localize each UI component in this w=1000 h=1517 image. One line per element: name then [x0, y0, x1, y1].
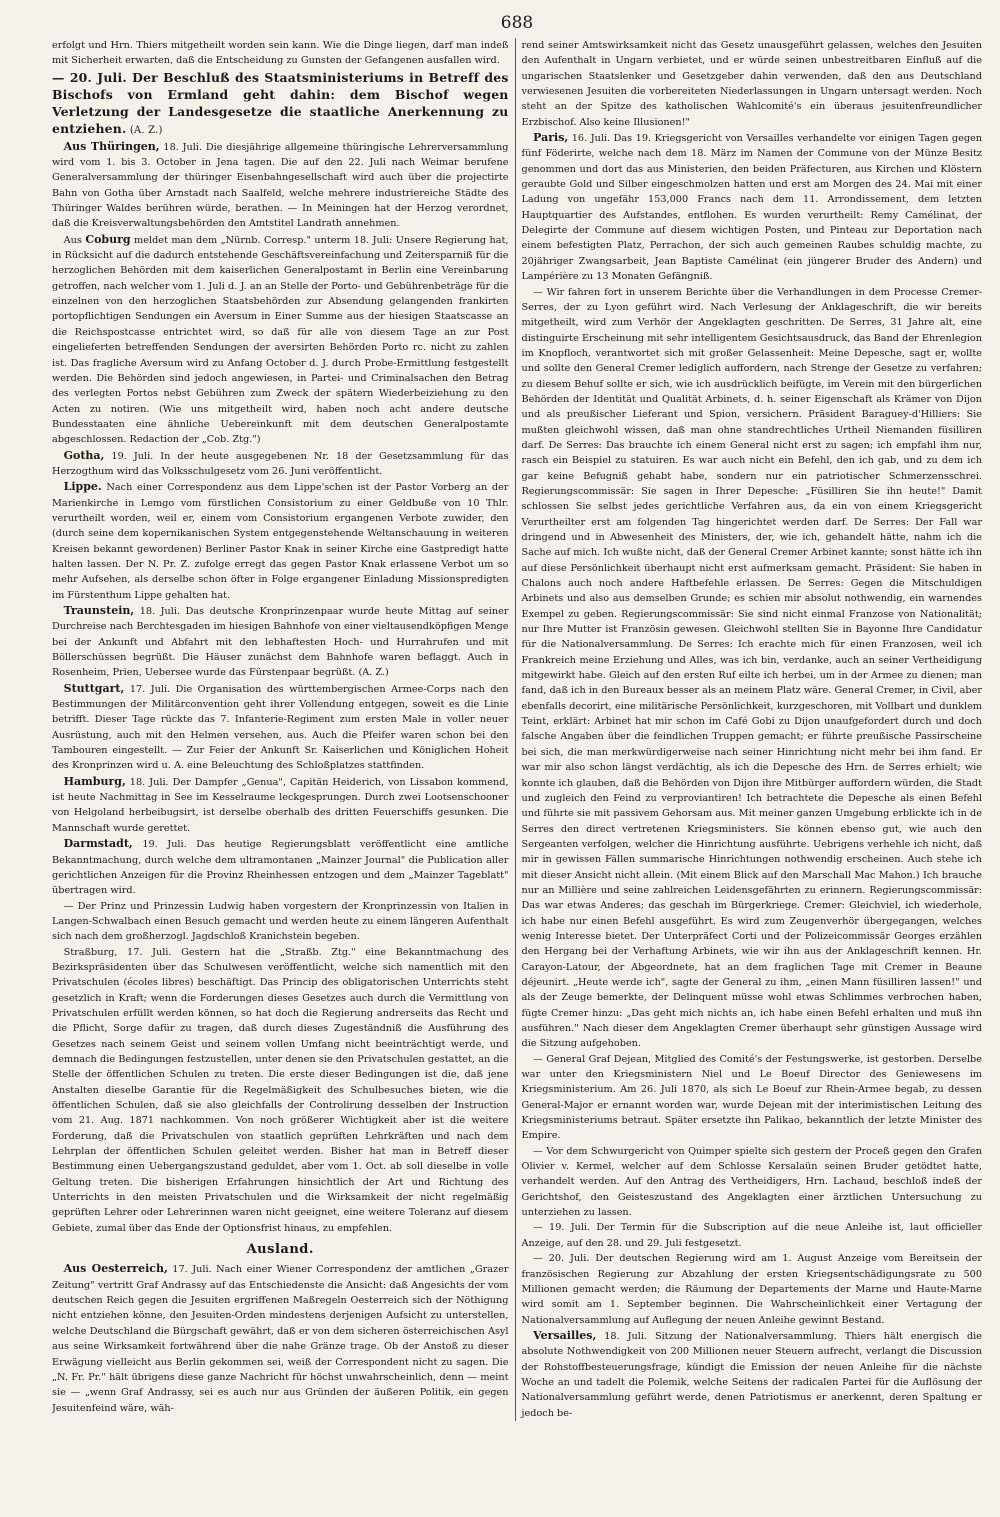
article-text: 18. Juli. Sitzung der Nationalversammlung. Thiers hält energisch die absolute Nothwendigkeit von 200 Millionen neuer Steuern aufrecht, verlangt die Discussion der Rohstoffbesteuerungsfrage, kündigt die Emission der neuen Anleihe für die nächste Woche an und tadelt die Polemik, welche Seitens der radicalen Partei für die Auflösung der Nationalversammlung geführt werde, denen Patriotismus er anerkennt, deren Spaltung er jedoch be- [521, 1330, 982, 1419]
heading-text: — 20. Juli. Der Beschluß des Staatsministeriums in Betreff des Bischofs von Ermland geht dahin: dem Bischof wegen Verletzung der Landesgesetze die staatliche Anerkennung zu entziehen. [52, 69, 509, 136]
article-text: 18. Juli. Das deutsche Kronprinzenpaar wurde heute Mittag auf seiner Durchreise nach Berchtesgaden im hiesigen Bahnhofe von einer vieltausendköpfigen Menge bei der Ankunft und Abfahrt mit den lebhaftesten Hoch- und Hurrahrufen und mit Böllerschüssen begrüßt. Die Häuser zunächst dem Bahnhofe waren beflaggt. Auch in Rosenheim, Prien, Uebersee wurde das Fürstenpaar begrüßt. (A. Z.) [52, 606, 509, 679]
article-text: 18. Juli. Der Dampfer „Genua", Capitän Heiderich, von Lissabon kommend, ist heute Nachmittag in See im Kesselraume leckgesprungen. Durch zwei Lootsenschooner von Helgoland herbeibugsirt, ist derselbe oberhalb des dritten Feuerschiffs gesunken. Die Mannschaft wurde gerettet. [52, 776, 509, 834]
article-paragraph [52, 448, 509, 480]
article-paragraph [52, 603, 509, 681]
article-text-prefix: Aus [63, 234, 86, 246]
place-name: Darmstadt, [63, 837, 133, 851]
article-paragraph [52, 479, 509, 603]
article-paragraph [522, 1328, 983, 1421]
place-name: Coburg [85, 232, 131, 246]
article-text: 17. Juli. Nach einer Wiener Correspondenz der amtlichen „Grazer Zeitung" vertritt Graf Andrassy auf das Entschiedenste die Ansicht: daß Angesichts der vom deutschen Reich gegen die Jesuiten ergriffenen Maßregeln Oesterreich sich der Nöthigung nicht entziehen könne, den Jesuiten-Orden mindestens derjenigen Aufsicht zu unterstellen, welche Deutschland die Bürgschaft gewährt, daß er von dem sicheren österreichischen Asyl aus seine Wirksamkeit fortwährend über die nahe Gränze trage. Ob der Anstoß zu dieser Erwägung vielleicht aus Berlin gekommen sei, weiß der Correspondent nicht zu sagen. Die „N. Fr. Pr." hält übrigens diese ganze Nachricht für höchst unwahrscheinlich, denn — meint sie — „wenn Graf Andrassy, sei es auch nur aus Gründen der äußeren Politik, ein gegen Jesuitenfeind wäre, wäh- [52, 1264, 509, 1414]
article-paragraph [52, 232, 509, 448]
article-paragraph: — 20. Juli. Der deutschen Regierung wird am 1. August Anzeige vom Bereitsein der französischen Regierung zur Abzahlung der ersten Kriegsentschädigungsrate zu 500 Millionen gemacht werden; die Räumung der Departements der Marne und Haute-Marne wird somit am 1. September beginnen. Die Wahrscheinlichkeit einer Vertagung der Nationalversammlung auf Auflegung der neuen Anleihe gewinnt Bestand. [521, 1253, 982, 1326]
article-paragraph: — Vor dem Schwurgericht von Quimper spielte sich gestern der Proceß gegen den Grafen Olivier v. Kermel, welcher auf dem Schlosse Kersalaün seinen Bruder getödtet hatte, verhandelt werden. Auf den Antrag des Vertheidigers, Hrn. Lachaud, beschloß indeß der Gerichtshof, den Geisteszustand des Angeklagten einer ärztlichen Untersuchung zu unterziehen zu lassen. [521, 1145, 982, 1219]
section-title-ausland: Ausland. [246, 1242, 314, 1258]
article-paragraph [52, 681, 509, 774]
article-paragraph: Straßburg, 17. Juli. Gestern hat die „Straßb. Ztg." eine Bekanntmachung des Bezirkspräsidenten über das Schulwesen veröffentlicht, welche sich namentlich mit den Privatschulen (écoles libres) beschäftigt. Das Princip des obligatorischen Unterrichts steht gesetzlich in Kraft; wenn die Forderungen dieses Gesetzes auch durch die Vermittlung von Privatschulen erfüllt werden können, so hat doch die Regierung andrerseits das Recht und die Pflicht, Sorge dafür zu tragen, daß durch dieses Zugeständniß die Ausführung des Gesetzes nach seinem Geist und seinem vollen Umfang nicht beeinträchtigt werde, und demnach die Bedingungen festzustellen, unter denen sie den Privatschulen gestattet, an die Stelle der öffentlichen Schulen zu treten. Die erste dieser Bedingungen ist die, daß jene Anstalten dieselbe Garantie für die Regelmäßigkeit des Schulbesuches bieten, wie die öffentlichen Schulen, daß sie also gleichfalls der Controlirung desselben der Instruction vom 21. Aug. 1871 nachkommen. Von noch größerer Wichtigkeit aber ist die weitere Forderung, daß die Privatschulen von staatlich geprüften Lehrkräften und nach dem Lehrplan der öffentlichen Schulen geleitet werden. Bisher hat man in Betreff dieser Bestimmung einen Uebergangszustand geduldet, aber vom 1. Oct. ab soll dieselbe in volle Geltung treten. Die bisherigen Erfahrungen hinsichtlich der Art und Richtung des Unterrichts in den meisten Privatschulen und die Wirksamkeit der nicht regelmäßig geprüften Lehrer oder Lehrerinnen waren nicht geeignet, eine weitere Toleranz auf diesem Gebiete, zumal über das Ende der Optionsfrist hinaus, zu empfehlen. [52, 946, 509, 1234]
text-columns [52, 38, 982, 1421]
article-text: Nach einer Correspondenz aus dem Lippe'schen ist der Pastor Vorberg an der Marienkirche in Lemgo vom fürstlichen Consistorium zu einer Geldbuße von 10 Thlr. verurtheilt worden, weil er, einem vom Consistorium ergangenen Verbote zuwider, den (durch seine dem kopernikanischen System entgegenstehende Weltanschauung in weiteren Kreisen bekannt gewordenen) Berliner Pastor Knak in seiner Kirche eine Gastpredigt hatte halten lassen. Der N. Pr. Z. zufolge erregt das gegen Pastor Knak erlassene Verbot um so mehr Aufsehen, als derselbe schon öfter in Folge ergangener Einladung Missionspredigten im Fürstenthum Lippe gehalten hat. [52, 482, 509, 601]
article-paragraph [52, 836, 509, 898]
page-number: 688 [500, 13, 534, 33]
article-text: 17. Juli. Die Organisation des württembergischen Armee-Corps nach den Bestimmungen der Militärconvention geht ihrer Vollendung entgegen, soweit es die Linie betrifft. Dieser Tage rückte das 7. Infanterie-Regiment zum ersten Male in voller neuer Ausrüstung, auch mit den Helmen versehen, aus. Auch die Pfeifer waren schon bei den Tambouren eingestellt. — Zur Feier der Ankunft Sr. Kaiserlichen und Königlichen Hoheit des Kronprinzen wird u. A. eine Beleuchtung des Schloßplatzes stattfinden. [52, 683, 509, 772]
article-text: 19. Juli. In der heute ausgegebenen Nr. 18 der Gesetzsammlung für das Herzogthum wird das Volksschulgesetz vom 26. Juni veröffentlicht. [52, 450, 509, 477]
left-column [52, 38, 516, 1421]
place-name: Aus Oesterreich, [63, 1262, 168, 1276]
article-text: 18. Juli. Die diesjährige allgemeine thüringische Lehrerversammlung wird vom 1. bis 3. October in Jena tagen. Die auf den 22. Juli nach Weimar berufene Generalversammlung der thüringer Eisenbahngesellschaft wird auch über die projectirte Bahn von Gotha über Arnstadt nach Saalfeld, welche mehrere industriereiche Städte des Thüringer Waldes berühren würde, berathen. — In Meiningen hat der Herzog verordnet, daß die Kreisverwaltungsbehörden den Amtstitel Landrath annehmen. [52, 141, 509, 230]
article-paragraph: rend seiner Amtswirksamkeit nicht das Gesetz unausgeführt gelassen, welches den Jesuiten den Aufenthalt in Ungarn verbietet, und er würde seinen unbestreitbaren Einfluß auf die ungarischen Staatslenker und Gesetzgeber dahin verwenden, daß den aus Deutschland verwiesenen Jesuiten die vorbereiteten Niederlassungen in Ungarn untersagt werden. Noch steht an der Spitze des katholischen Wahlcomité's ein überaus jesuitenfreundlicher Erzbischof. Also keine Illusionen!" [521, 40, 982, 128]
place-name: Stuttgart, [63, 681, 125, 695]
article-paragraph: — Wir fahren fort in unserem Berichte über die Verhandlungen in dem Processe Cremer-Serres, der zu Lyon geführt wird. Nach Verlesung der Anklageschrift, die wir bereits mitgetheilt, wird zum Verhör der Angeklagten geschritten. De Serres, 31 Jahre alt, eine distinguirte Erscheinung mit sehr intelligentem Gesichtsausdruck, das Band der Ehrenlegion im Knopfloch, verantwortet sich mit großer Gelassenheit: Meine Depesche, sagt er, wollte und sollte den General Cremer lediglich auffordern, nach Strenge der Gesetze zu verfahren; zu diesem Behuf sollte er sich, wie ich ausdrücklich beifügte, im Verein mit den bürgerlichen Behörden der Identität und Qualität Arbinets, d. h. seiner Eigenschaft als Krämer von Dijon und als preußischer Lieferant und Spion, versichern. Präsident Baraguey-d'Hilliers: Sie mußten gleichwohl wissen, daß man ohne standrechtliches Urtheil Niemanden füsilliren darf. De Serres: Das brauchte ich einem General nicht erst zu sagen; ich empfahl ihm nur, rasch ein Beispiel zu statuiren. Es war auch nicht ein Befehl, den ich gab, und zu dem ich gar keine Befugniß gehabt habe, sondern nur ein patriotischer Schmerzensschrei. Regierungscommissär: Sie sagen in Ihrer Depesche: „Füsilliren Sie ihn heute!" Damit schlossen Sie selbst jedes gerichtliche Verfahren aus, da ein von einem Kriegsgericht Verurtheilter erst am folgenden Tag hingerichtet werden darf. De Serres: Der Fall war dringend und in Abwesenheit des Ministers, der, wie ich, gehandelt hätte, nahm ich die Sache auf mich. Ich wußte nicht, daß der General Cremer Arbinet kannte; sonst hätte ich ihn auf diese Persönlichkeit überhaupt nicht erst aufmerksam gemacht. Präsident: Sie haben in Chalons auch noch andere Haftbefehle erlassen. De Serres: Gegen die Mitschuldigen Arbinets und also aus demselben Grunde; es schien mir absolut nothwendig, ein warnendes Exempel zu geben. Regierungscommissär: Sie sind nicht einmal Franzose von Nationalität; nur Ihre Mutter ist Französin gewesen. Gleichwohl stellten Sie in Bayonne Ihre Candidatur für die Nationalversammlung. De Serres: Ich erachte mich für einen Franzosen, weil ich Frankreich meine Erziehung und Alles, was ich bin, verdanke, auch an seiner Vertheidigung mitgewirkt habe. Gleich auf den ersten Ruf eilte ich herbei, um in der Armee zu dienen; man fand, daß ich in den Bureaux besser als an meinem Platz wäre. General Cremer, in Civil, aber ebenfalls decorirt, eine militärische Persönlichkeit, kurzgeschoren, mit Vollbart und dunklem Teint, erklärt: Arbinet hat mir schon im Café Gobi zu Dijon unaufgefordert durch und doch falsche Angaben über die feindlichen Truppen gemacht; er führte preußische Passirscheine bei sich, die man merkwürdigerweise nach seiner Hinrichtung nicht mehr bei ihm fand. Er war mir also schon längst verdächtig, als ich die Depesche des Hrn. de Serres erhielt; wie konnte ich glauben, daß die Behörden von Dijon ihre Mitbürger auffordern würden, die Stadt und zugleich den Feind zu verproviantiren! Ich betrachtete die Depesche als einen Befehl und führte sie mit passivem Gehorsam aus. Mit meiner ganzen Umgebung erblickte ich in de Serres den direct vertretenen Kriegsministers. Sie können ebenso gut, wie auch den Sergeanten verfolgen, welcher die Hinrichtung ausführte. Uebrigens verhehle ich nicht, daß mir in gewissen Fällen summarische Hinrichtungen nothwendig erscheinen. Auch stehe ich mit dieser Ansicht nicht allein. (Mit einem Blick auf den Marschall Mac Mahon.) Ich brauche nur an Millière und seine zahlreichen Leidensgefährten zu erinnern. Regierungscommissär: Das war etwas Anderes; das geschah im Bürgerkriege. Cremer: Gleichviel, ich wiederhole, ich habe nur einen Befehl ausgeführt. Es wird zum Zeugenverhör übergegangen, welches wenig Interesse bietet. Der Unterpräfect Corti und der Polizeicommissär Georges erzählen den Hergang bei der Verhaftung Arbinets, wie wir ihn aus der Anklageschrift kennen. Hr. Carayon-Latour, der Abgeordnete, hat an dem fraglichen Tage mit Cremer in Beaune déjeunirt. „Heute werde ich", sagte der General zu ihm, „einen Mann füsilliren lassen!" und als der Zeuge bemerkte, der Delinquent müsse wohl etwas Schlimmes verbrochen haben, fügte Cremer hinzu: „Das geht mich nichts an, ich habe einen Befehl erhalten und muß ihn ausführen." Nach dieser dem Angeklagten Cremer überhaupt sehr günstigen Aussage wird die Sitzung aufgehoben. [521, 286, 982, 1050]
place-name: Traunstein, [63, 604, 135, 617]
article-paragraph: — 19. Juli. Der Termin für die Subscription auf die neue Anleihe ist, laut officieller Anzeige, auf den 28. und 29. Juli festgesetzt. [521, 1222, 982, 1249]
article-text: 16. Juli. Das 19. Kriegsgericht von Versailles verhandelte vor einigen Tagen gegen fünf Föderirte, welche nach dem 18. März im Namen der Commune von der Münze Besitz genommen und dort das aus Ministerien, den beiden Präfecturen, aus Kirchen und Klöstern geraubte Gold und Silber eingeschmolzen hatten und erst am Morgen des 24. Mai mit einer Ladung von ungefähr 153,000 Francs nach dem 11. Arrondissement, dem letzten Hauptquartier des Aufstandes, entflohen. Es wurden verurtheilt: Remy Camélinat, der Delegirte der Commune auf diesem wichtigen Posten, und Pinteau zur Deportation nach einem befestigten Platz, Perrachon, der sich auch gemeinen Raubes schuldig machte, zu 20jähriger Zwangsarbeit, Jean Baptiste Camélinat (ein jüngerer Bruder des Andern) und Lampérière zu 13 Monaten Gefängniß. [521, 133, 982, 283]
article-paragraph [52, 1261, 509, 1415]
heading-source: (A. Z.) [126, 124, 163, 136]
article-paragraph [52, 139, 509, 232]
place-name: Hamburg, [63, 774, 126, 788]
article-text: 19. Juli. Das heutige Regierungsblatt veröffentlicht eine amtliche Bekanntmachung, durch welche dem ultramontanen „Mainzer Journal" die Publication aller gerichtlichen Anzeigen für die Provinz Rheinhessen entzogen und dem „Mainzer Tageblatt" übertragen wird. [52, 839, 509, 897]
place-name: Aus Thüringen, [63, 139, 160, 153]
article-paragraph [52, 774, 509, 836]
article-heading [52, 69, 509, 139]
article-text: meldet man dem „Nürnb. Corresp." unterm 18. Juli: Unsere Regierung hat, in Rücksicht auf die dadurch entstehende Geschäftsvereinfachung und Zeitersparniß für die herzoglichen Behörden mit dem kaiserlichen Generalpostamt in Berlin eine Vereinbarung getroffen, nach welcher vom 1. Juli d. J. an an Stelle der Porto- und Gebührenbeträge für die einzelnen von den herzoglichen Staatsbehörden zur Absendung gelangenden frankirten portopflichtigen Sendungen ein Aversum in Einer Summe aus der hiesigen Staatscasse an die Reichspostcasse entrichtet wird, so daß für alle von diesem Tage an zur Post eingelieferten betreffenden Sendungen der aversirten Behörden Porto rc. nicht zu zahlen ist. Das fragliche Aversum wird zu Anfang October d. J. durch Probe-Ermittlung festgestellt werden. Die Behörden sind jedoch angewiesen, in Partei- und Criminalsachen den Betrag des verlegten Portos nebst Gebühren zum Zweck der spätern Wiederbeiziehung zu den Acten zu notiren. (Wie uns mitgetheilt wird, haben noch acht andere deutsche Bundesstaaten eine ähnliche Uebereinkunft mit dem deutschen Generalpostamte abgeschlossen. Redaction der „Cob. Ztg.") [52, 234, 509, 446]
article-paragraph: — General Graf Dejean, Mitglied des Comité's der Festungswerke, ist gestorben. Derselbe war unter den Kriegsministern Niel und Le Boeuf Director des Geniewesens im Kriegsministerium. Am 26. Juli 1870, als sich Le Boeuf zur Rhein-Armee begab, zu dessen General-Major er ernannt worden war, wurde Dejean mit der interimistischen Leitung des Kriegsministeriums betraut. Später ersetzte ihn Palikao, bekanntlich der letzte Minister des Empire. [521, 1053, 982, 1142]
place-name: Lippe. [63, 480, 102, 494]
place-name: Versailles, [533, 1328, 597, 1342]
right-column [516, 38, 983, 1421]
place-name: Gotha, [63, 448, 105, 462]
article-paragraph [522, 130, 983, 284]
place-name: Paris, [533, 131, 569, 145]
article-paragraph: erfolgt und Hrn. Thiers mitgetheilt worden sein kann. Wie die Dinge liegen, darf man indeß mit Sicherheit erwarten, daß die Entscheidung zu Gunsten der Gefangenen ausfallen wird. [52, 40, 509, 67]
article-paragraph: — Der Prinz und Prinzessin Ludwig haben vorgestern der Kronprinzessin von Italien in Langen-Schwalbach einen Besuch gemacht und werden heute zu einem längeren Aufenthalt sich nach dem großherzogl. Jagdschloß Kranichstein begeben. [52, 900, 509, 943]
